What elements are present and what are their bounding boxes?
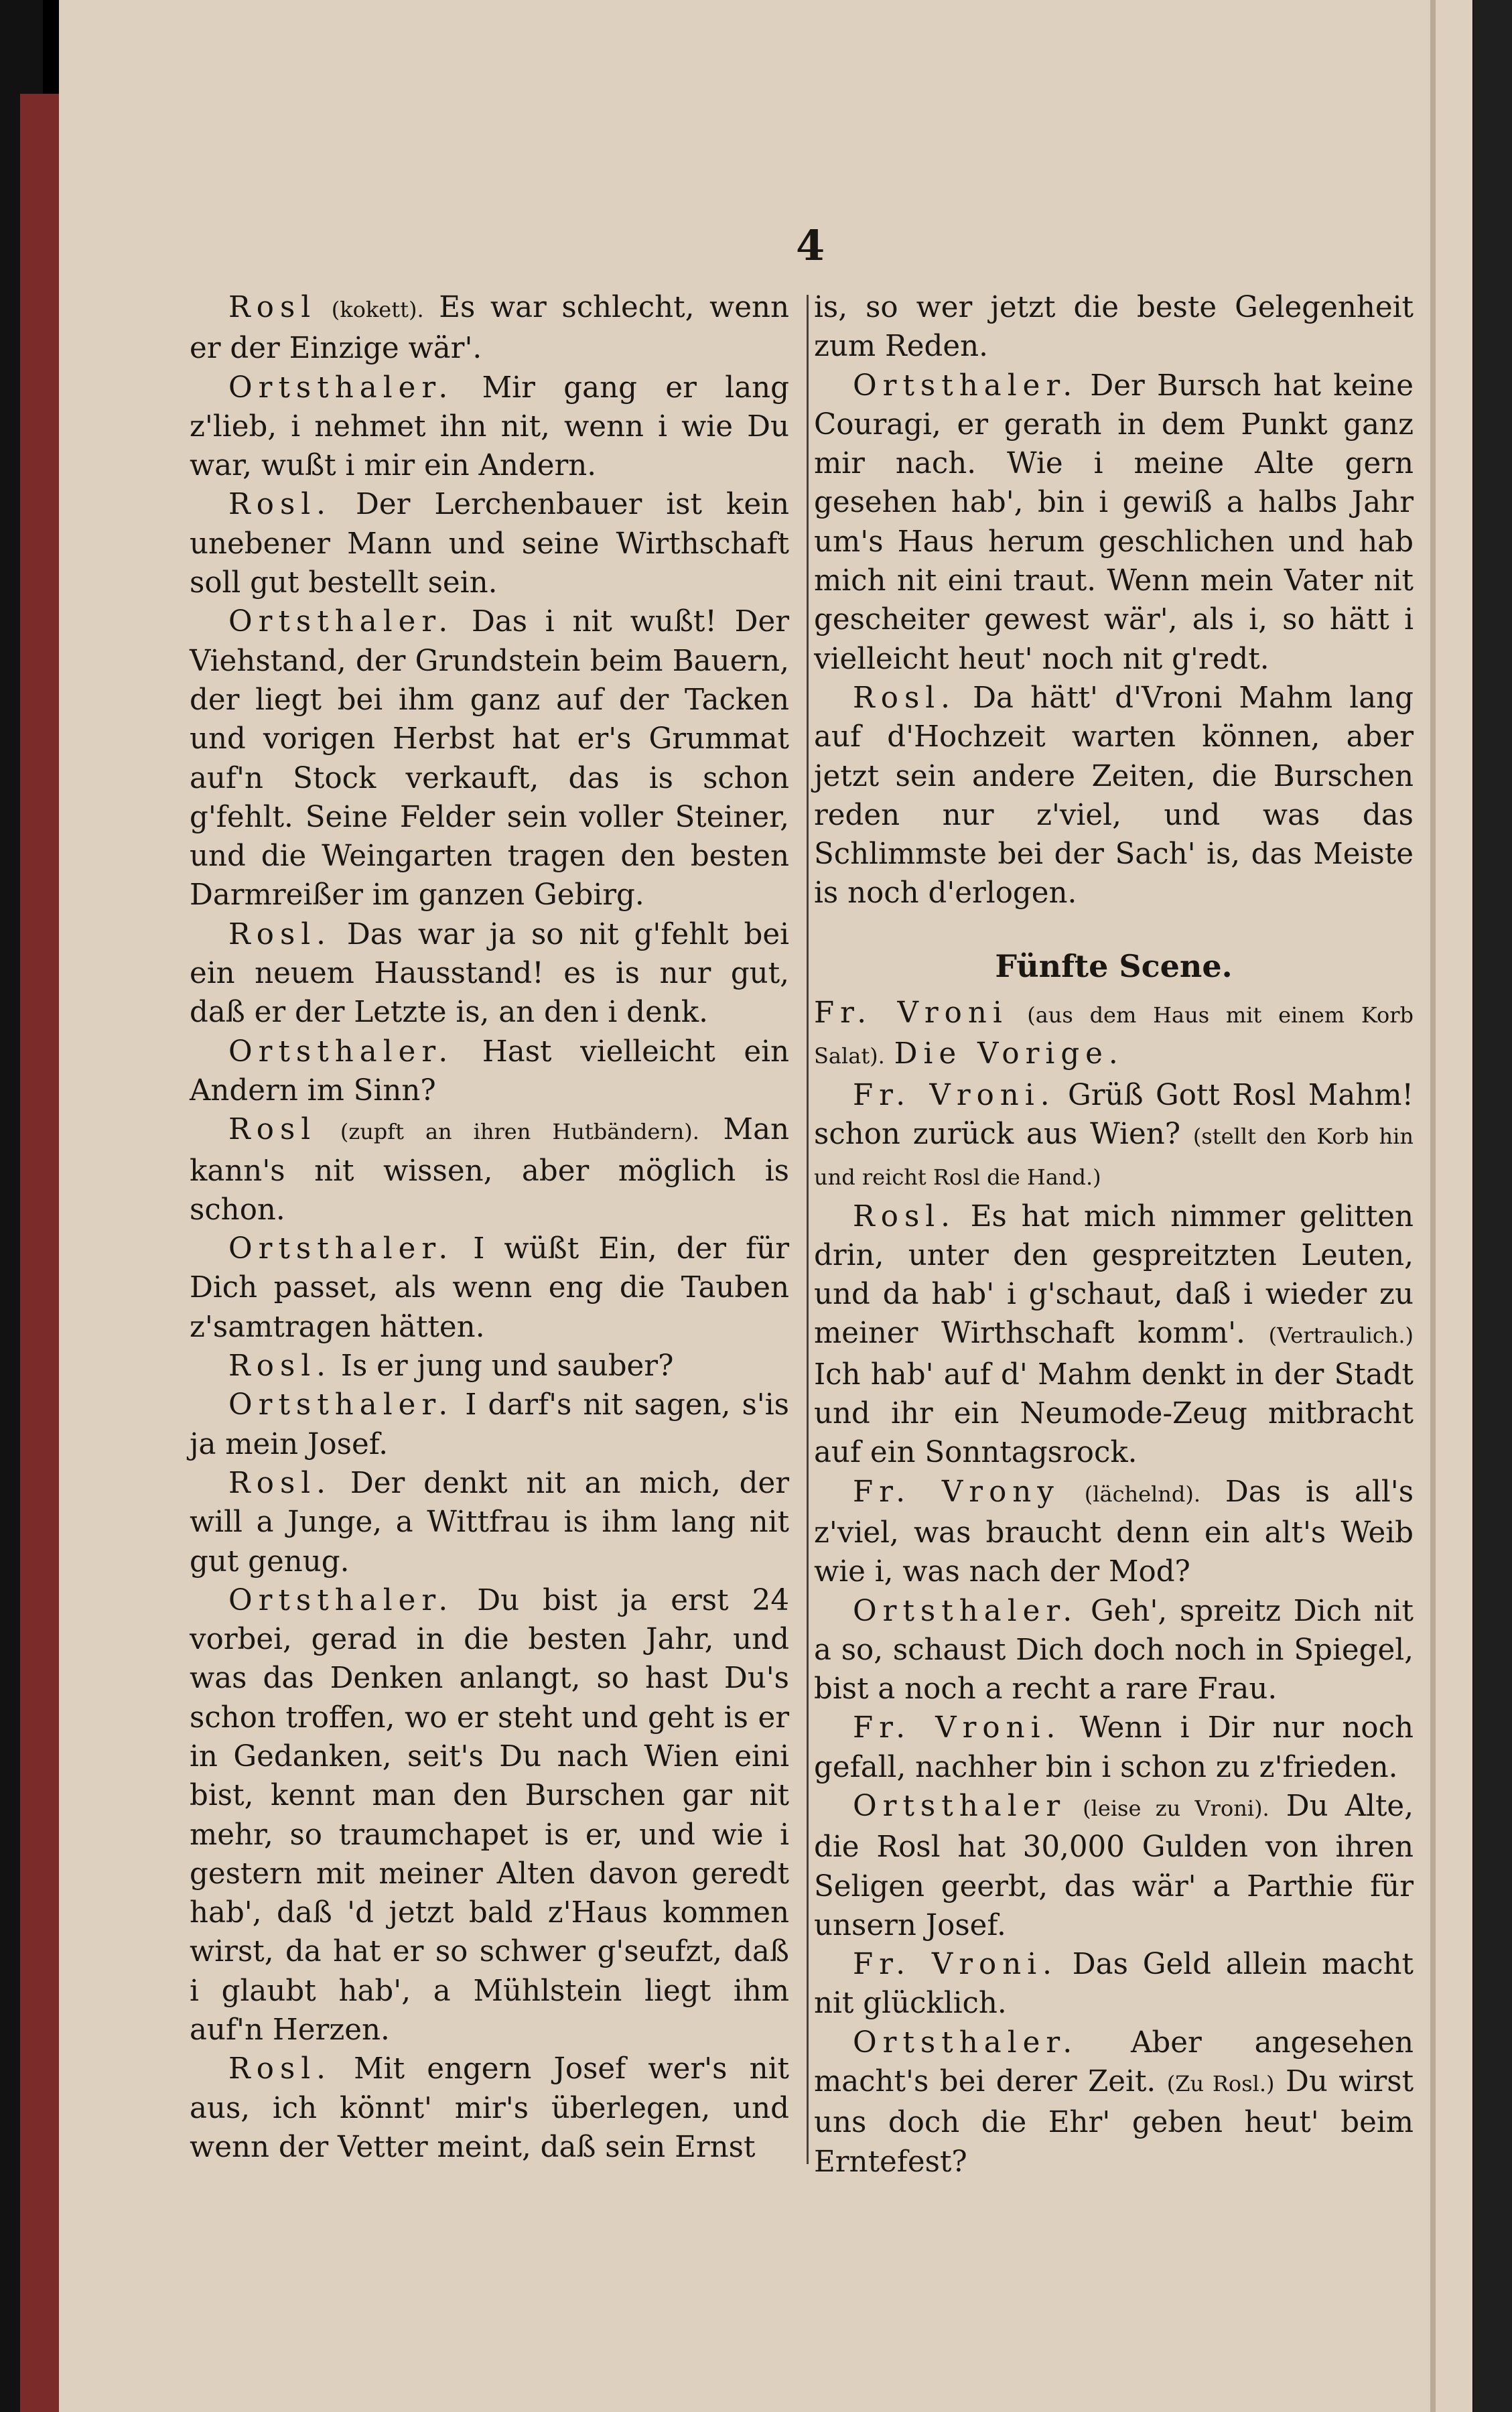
column-divider: [807, 295, 809, 2164]
page-number: 4: [796, 221, 825, 270]
speaker-name: Ortsthaler.: [853, 2025, 1079, 2060]
dialogue-text: Ich hab' auf d' Mahm denkt in der Stadt und ihr ein Neumode-Zeug mitbracht auf ein Sonntagsrock.: [814, 1357, 1414, 1470]
page-gutter: [1430, 0, 1436, 2412]
book-cover-edge: [20, 94, 60, 2412]
right-column: [814, 288, 1414, 2182]
dialogue-line: [190, 1581, 789, 2050]
dialogue-line: [814, 679, 1414, 913]
dialogue-line: [814, 1708, 1414, 1787]
dialogue-line: [814, 366, 1414, 679]
dialogue-text: Der Bursch hat keine Couragi, er gerath in dem Punkt ganz mir nach. Wie i meine Alte gern gesehen hab', bin i gewiß a halbs Jahr um's Haus herum geschlichen und hab mich nit eini traut. Wenn mein Vater nit gescheiter gewest wär', als i, so hätt i vielleicht heut' noch nit g'redt.: [814, 368, 1414, 676]
dialogue-text: Das i nit wußt! Der Viehstand, der Grundstein beim Bauern, der liegt bei ihm ganz auf der Tacken und vorigen Herbst hat er's Grummat auf'n Stock verkauft, das is schon g'fehlt. Seine Felder sein voller Steiner, und die Weingarten tragen den besten Darmreißer im ganzen Gebirg.: [190, 605, 789, 913]
speaker-name: Ortsthaler.: [228, 371, 454, 405]
speaker-name: Ortsthaler.: [228, 1232, 454, 1266]
left-column: [190, 288, 789, 2167]
speaker-name: Ortsthaler.: [228, 1034, 454, 1069]
dialogue-text: Das is all's z'viel, was braucht denn ein alt's Weib wie i, was nach der Mod?: [814, 1475, 1414, 1589]
dialogue-text: Man kann's nit wissen, aber möglich is schon.: [190, 1113, 790, 1227]
dialogue-line: [190, 485, 789, 602]
dialogue-text: Grüß Gott Rosl Mahm! schon zurück aus Wien?: [814, 1078, 1414, 1151]
speaker-name: Rosl.: [228, 1349, 332, 1384]
speaker-name: Rosl.: [228, 917, 332, 951]
stage-direction: (kokett).: [331, 297, 424, 322]
stage-cast: Die Vorige.: [894, 1037, 1124, 1071]
dialogue-text: I wüßt Ein, der für Dich passet, als wenn eng die Tauben z'samtragen hätten.: [190, 1232, 790, 1344]
speaker-name: Rosl.: [228, 2052, 332, 2086]
speaker-name: Ortsthaler.: [228, 1388, 454, 1422]
speaker-name: Fr. Vroni.: [853, 1948, 1058, 1982]
dialogue-text: Is er jung und sauber?: [340, 1349, 674, 1384]
dialogue-text: Der Lerchenbauer ist kein unebener Mann und seine Wirthschaft soll gut bestellt sein.: [190, 488, 789, 600]
speaker-name: Ortsthaler.: [228, 605, 454, 639]
speaker-name: Fr. Vroni: [814, 996, 1008, 1030]
stage-direction: (leise zu Vroni).: [1083, 1795, 1269, 1821]
dialogue-text: Du bist ja erst 24 vorbei, gerad in die besten Jahr, und was das Denken anlangt, so hast Du's schon troffen, wo er steht und geht is er in Gedanken, seit's Du nach Wien eini bist, kennt man den Burschen gar nit mehr, so traumchapet is er, und wie i gestern mit meiner Alten davon geredt hab', daß 'd jetzt bald z'Haus kommen wirst, da hat er so schwer g'seufzt, daß i glaubt hab', a Mühlstein liegt ihm auf'n Herzen.: [190, 1583, 789, 2048]
speaker-name: Fr. Vroni.: [853, 1711, 1062, 1745]
dialogue-text: Hast vielleicht ein Andern im Sinn?: [190, 1034, 789, 1108]
dialogue-text: is, so wer jetzt die beste Gelegenheit zum Reden.: [814, 291, 1414, 364]
speaker-name: Rosl.: [853, 681, 957, 715]
stage-direction: (aus dem Haus mit einem Korb Salat).: [814, 1002, 1414, 1069]
speaker-name: Rosl.: [228, 488, 332, 522]
dialogue-line: [190, 1229, 789, 1347]
dialogue-text: Wenn i Dir nur noch gefall, nachher bin i schon zu z'frieden.: [814, 1711, 1414, 1784]
dialogue-line: [190, 368, 789, 486]
dialogue-line: [814, 1592, 1414, 1709]
dialogue-line: [814, 1473, 1414, 1592]
dialogue-line: [190, 1386, 789, 1464]
stage-direction: (lächelnd).: [1084, 1481, 1201, 1507]
dialogue-line: [190, 602, 789, 915]
dialogue-text: Der denkt nit an mich, der will a Junge, a Wittfrau is ihm lang nit gut genug.: [190, 1466, 790, 1579]
right-page-edge: [1473, 0, 1512, 2412]
continued-text: [814, 288, 1414, 366]
dialogue-text: Du Alte, die Rosl hat 30,000 Gulden von ihren Seligen geerbt, das wär' a Parthie für unsern Josef.: [814, 1789, 1414, 1942]
dialogue-text: Da hätt' d'Vroni Mahm lang auf d'Hochzeit warten können, aber jetzt sein andere Zeiten, die Burschen reden nur z'viel, und was das Schlimmste bei der Sach' is, das Meiste is noch d'erlogen.: [814, 681, 1414, 911]
stage-entry: [814, 994, 1414, 1076]
dialogue-line: [814, 2023, 1414, 2182]
dialogue-line: [190, 1347, 789, 1386]
dialogue-text: Du wirst uns doch die Ehr' geben heut' beim Erntefest?: [814, 2065, 1414, 2179]
dialogue-line: [190, 1032, 789, 1111]
dialogue-text: Aber angesehen macht's bei derer Zeit.: [814, 2025, 1414, 2099]
speaker-name: Ortsthaler.: [228, 1583, 454, 1617]
dialogue-line: [190, 1110, 789, 1229]
dialogue-text: Mir gang er lang z'lieb, i nehmet ihn nit, wenn i wie Du war, wußt i mir ein Andern.: [190, 371, 790, 483]
dialogue-text: Es war schlecht, wenn er der Einzige wär'.: [190, 291, 790, 366]
speaker-name: Rosl: [228, 1113, 317, 1147]
dialogue-text: Das war ja so nit g'fehlt bei ein neuem Hausstand! es is nur gut, daß er der Letzte is, an den i denk.: [190, 917, 789, 1030]
dialogue-line: [190, 1464, 789, 1581]
speaker-name: Fr. Vrony: [853, 1475, 1060, 1509]
speaker-name: Ortsthaler.: [853, 368, 1079, 403]
speaker-name: Ortsthaler: [853, 1789, 1067, 1823]
stage-direction: (Zu Rosl.): [1166, 2071, 1275, 2097]
dialogue-line: [814, 1197, 1414, 1473]
dialogue-line: [190, 288, 789, 368]
dialogue-line: [814, 1787, 1414, 1945]
scene-heading: Fünfte Scene.: [995, 947, 1233, 984]
speaker-name: Fr. Vroni.: [853, 1078, 1056, 1112]
dialogue-text: Das Geld allein macht nit glücklich.: [814, 1948, 1414, 2021]
stage-direction: (Vertraulich.): [1268, 1323, 1414, 1349]
speaker-name: Rosl.: [853, 1199, 957, 1233]
dialogue-text: Geh', spreitz Dich nit a so, schaust Dich doch noch in Spiegel, bist a noch a recht a rare Frau.: [814, 1594, 1414, 1706]
dialogue-line: [814, 1945, 1414, 2023]
speaker-name: Rosl: [228, 291, 317, 324]
dialogue-line: [190, 915, 789, 1032]
dialogue-text: Es hat mich nimmer gelitten drin, unter den gespreitzten Leuten, und da hab' i g'schaut, daß i wieder zu meiner Wirthschaft komm'.: [814, 1199, 1414, 1351]
dialogue-text: Mit engern Josef wer's nit aus, ich könnt' mir's überlegen, und wenn der Vetter meint, daß sein Ernst: [190, 2052, 789, 2164]
stage-direction: (zupft an ihren Hutbändern).: [340, 1119, 699, 1145]
stage-direction: (stellt den Korb hin und reicht Rosl die Hand.): [814, 1123, 1414, 1191]
dialogue-text: I darf's nit sagen, s'is ja mein Josef.: [190, 1388, 789, 1461]
speaker-name: Ortsthaler.: [853, 1594, 1079, 1628]
dialogue-line: [814, 1076, 1414, 1197]
speaker-name: Rosl.: [228, 1466, 332, 1500]
dialogue-line: [190, 2050, 789, 2167]
